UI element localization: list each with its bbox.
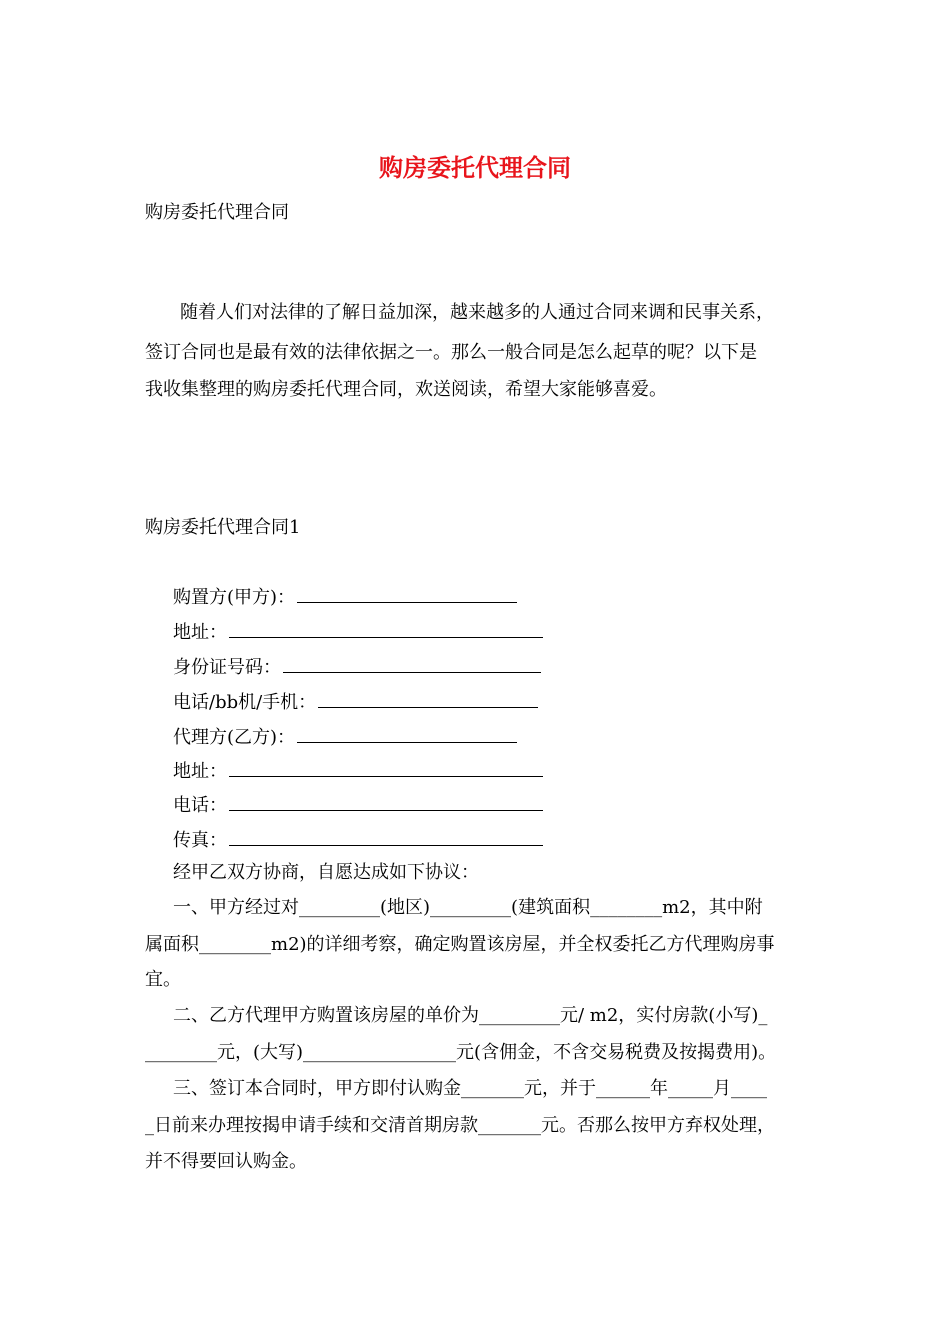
clause-1-line-3: 宜。	[145, 969, 181, 990]
fax-field	[173, 827, 543, 854]
clause-3-line-3: 并不得要回认购金。	[145, 1151, 307, 1172]
buyer-address-label: 地址：	[173, 622, 227, 643]
clause-2-line-1: 二、乙方代理甲方购置该房屋的单价为_________元/ m2，实付房款(小写)_	[173, 1005, 768, 1026]
agreement-intro: 经甲乙双方协商，自愿达成如下协议：	[173, 862, 479, 883]
agent-field	[173, 724, 517, 751]
id-number-label: 身份证号码：	[173, 657, 281, 678]
clause-1-line-1: 一、甲方经过对_________(地区)_________(建筑面积________m2，其中附	[173, 897, 763, 918]
agent-phone-field	[173, 792, 543, 819]
clause-3-line-1: 三、签订本合同时，甲方即付认购金_______元，并于______年_____月____	[173, 1078, 767, 1099]
intro-line-1: 随着人们对法律的了解日益加深，越来越多的人通过合同来调和民事关系，	[180, 302, 774, 323]
clause-2-line-2: ________元，(大写)_________________元(含佣金，不含交易税费及按揭费用)。	[145, 1042, 777, 1063]
buyer-blank	[297, 584, 517, 603]
clause-1-line-2: 属面积________m2)的详细考察，确定购置该房屋，并全权委托乙方代理购房事	[145, 934, 775, 955]
agent-label: 代理方(乙方)：	[173, 727, 296, 748]
buyer-label: 购置方(甲方)：	[173, 587, 296, 608]
document-title: 购房委托代理合同	[379, 153, 571, 182]
intro-line-3: 我收集整理的购房委托代理合同，欢送阅读，希望大家能够喜爱。	[145, 379, 667, 400]
phone-blank	[318, 689, 538, 708]
intro-line-2: 签订合同也是最有效的法律依据之一。那么一般合同是怎么起草的呢？以下是	[145, 342, 757, 363]
document-subtitle: 购房委托代理合同	[145, 202, 289, 223]
fax-blank	[229, 827, 543, 846]
id-number-field	[173, 654, 541, 681]
agent-blank	[297, 724, 517, 743]
phone-label: 电话/bb机/手机：	[173, 692, 317, 713]
agent-phone-blank	[229, 792, 543, 811]
agent-phone-label: 电话：	[173, 795, 227, 816]
agent-address-blank	[229, 758, 543, 777]
phone-field	[173, 689, 538, 716]
id-number-blank	[283, 654, 541, 673]
buyer-address-field	[173, 619, 543, 646]
buyer-field	[173, 584, 517, 611]
clause-3-line-2: _日前来办理按揭申请手续和交清首期房款_______元。否那么按甲方弃权处理，	[145, 1115, 775, 1136]
agent-address-field	[173, 758, 543, 785]
buyer-address-blank	[229, 619, 543, 638]
fax-label: 传真：	[173, 830, 227, 851]
section-heading: 购房委托代理合同1	[145, 517, 301, 538]
agent-address-label: 地址：	[173, 761, 227, 782]
